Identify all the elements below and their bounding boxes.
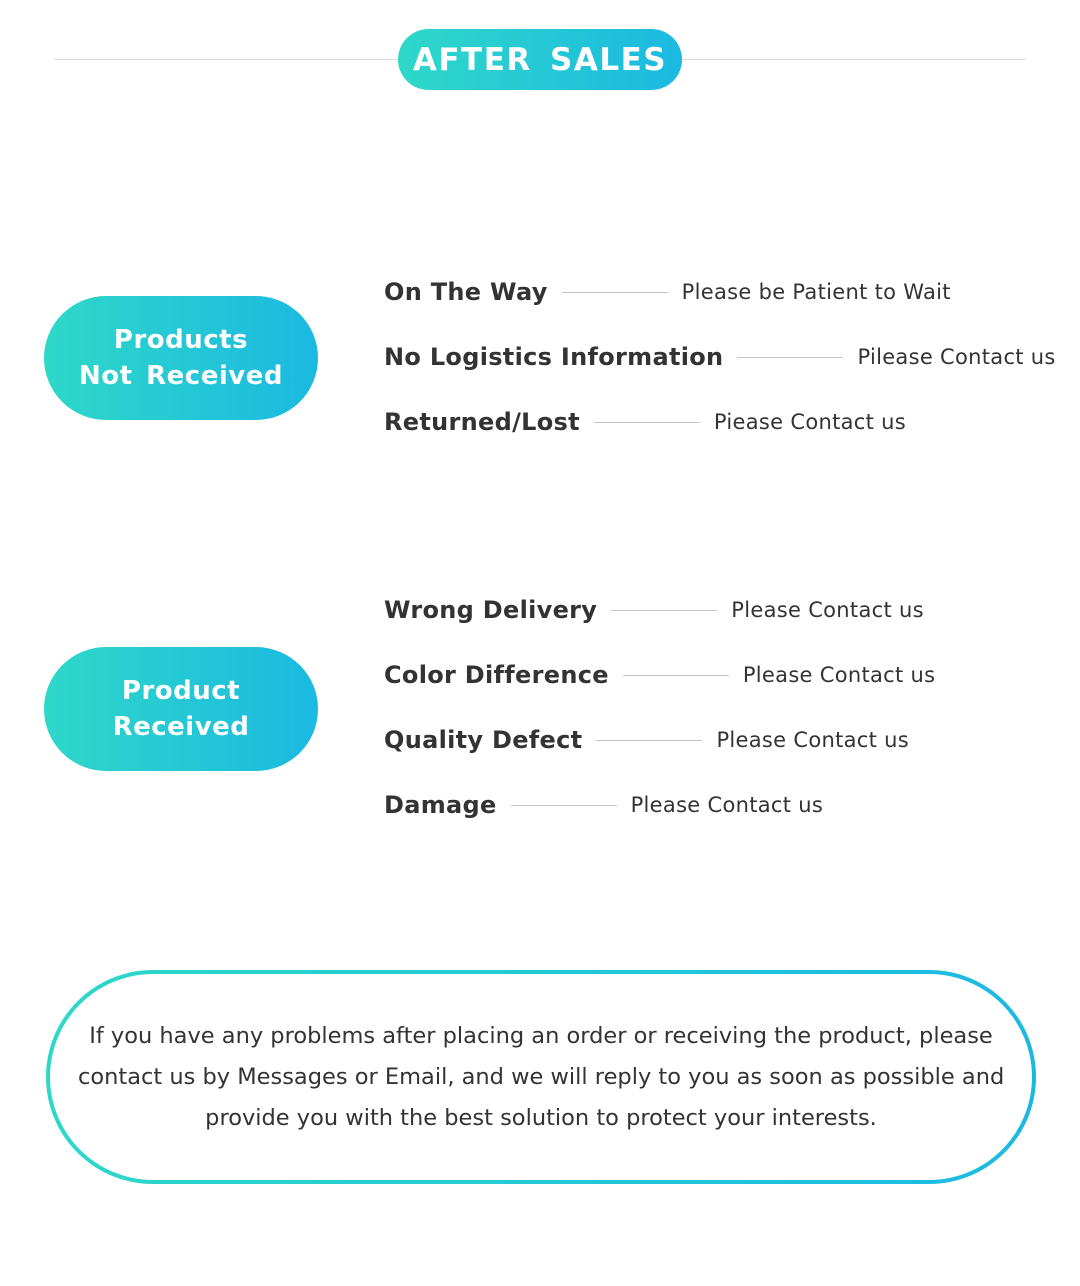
- row-connector-line: [596, 740, 702, 741]
- category-label-line: Product: [121, 676, 241, 706]
- row-action: Please Contact us: [716, 728, 909, 752]
- message-line: If you have any problems after placing an order or receiving the product, please: [89, 1022, 993, 1049]
- row-action: Piease Contact us: [713, 410, 906, 434]
- contact-message: [78, 1016, 1004, 1139]
- row-connector-line: [737, 357, 843, 358]
- row-color-difference: [384, 657, 935, 693]
- after-sales-title: AFTER SALES: [398, 29, 682, 90]
- row-label: Wrong Delivery: [384, 596, 598, 624]
- message-line: contact us by Messages or Email, and we will reply to you as soon as possible and: [78, 1063, 1005, 1090]
- row-no-logistics-information: [384, 339, 1056, 375]
- message-line: provide you with the best solution to protect your interests.: [205, 1104, 877, 1131]
- row-damage: [384, 787, 823, 823]
- row-connector-line: [594, 422, 700, 423]
- contact-message-box: [46, 970, 1036, 1184]
- row-returned-lost: [384, 404, 906, 440]
- row-action: Please be Patient to Wait: [681, 280, 951, 304]
- row-label: Damage: [384, 791, 497, 819]
- row-action: Please Contact us: [742, 663, 936, 687]
- row-action: Pilease Contact us: [857, 345, 1056, 369]
- row-label: On The Way: [384, 278, 548, 306]
- row-connector-line: [623, 675, 729, 676]
- category-products-not-received: [44, 296, 318, 420]
- row-connector-line: [562, 292, 668, 293]
- row-action: Please Contact us: [731, 598, 924, 622]
- category-product-received: [44, 647, 318, 771]
- row-label: Quality Defect: [384, 726, 583, 754]
- category-label-line: Not Received: [79, 361, 283, 391]
- row-label: Color Difference: [384, 661, 609, 689]
- row-wrong-delivery: [384, 592, 924, 628]
- row-connector-line: [511, 805, 617, 806]
- row-connector-line: [611, 610, 717, 611]
- row-action: Please Contact us: [630, 793, 824, 817]
- row-label: No Logistics Information: [384, 343, 724, 371]
- row-quality-defect: [384, 722, 909, 758]
- category-label-line: Products: [113, 325, 249, 355]
- row-on-the-way: [384, 274, 951, 310]
- row-label: Returned/Lost: [384, 408, 580, 436]
- category-label-line: Received: [112, 712, 250, 742]
